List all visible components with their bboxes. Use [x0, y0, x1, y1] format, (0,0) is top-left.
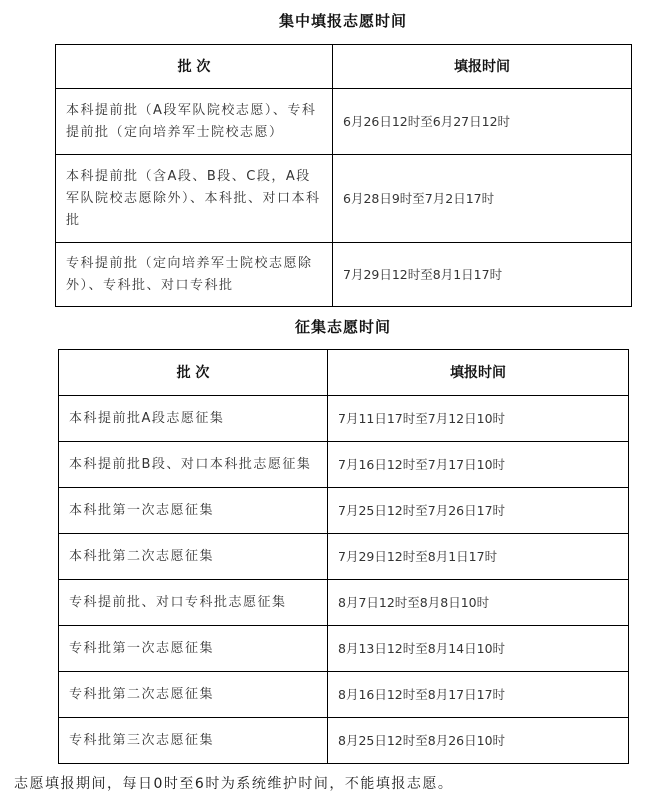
- table-row: [56, 243, 632, 307]
- batch-cell: 专科提前批、对口专科批志愿征集: [59, 580, 328, 626]
- supplementary-section-title: 征集志愿时间: [294, 318, 391, 336]
- time-cell: 8月7日12时至8月8日10时: [328, 580, 629, 626]
- batch-cell: 专科提前批（定向培养军士院校志愿除外）、专科批、对口专科批: [56, 243, 333, 307]
- table-row: [59, 580, 629, 626]
- table-header-row: [56, 45, 632, 89]
- batch-cell: 本科提前批（含A段、B段、C段，A段军队院校志愿除外）、本科批、对口本科批: [56, 155, 333, 243]
- table-row: [59, 396, 629, 442]
- batch-cell: 本科提前批A段志愿征集: [59, 396, 328, 442]
- batch-cell: 本科批第一次志愿征集: [59, 488, 328, 534]
- table-row: [59, 626, 629, 672]
- batch-cell: 专科批第一次志愿征集: [59, 626, 328, 672]
- time-cell: 6月26日12时至6月27日12时: [333, 89, 632, 155]
- header-time: 填报时间: [333, 45, 632, 89]
- centralized-schedule-table: [55, 44, 632, 307]
- time-cell: 7月29日12时至8月1日17时: [333, 243, 632, 307]
- time-cell: 6月28日9时至7月2日17时: [333, 155, 632, 243]
- header-batch: 批 次: [56, 45, 333, 89]
- table-row: [59, 442, 629, 488]
- batch-cell: 本科提前批（A段军队院校志愿）、专科提前批（定向培养军士院校志愿）: [56, 89, 333, 155]
- time-cell: 7月16日12时至7月17日10时: [328, 442, 629, 488]
- batch-cell: 专科批第二次志愿征集: [59, 672, 328, 718]
- time-cell: 7月29日12时至8月1日17时: [328, 534, 629, 580]
- table-row: [56, 155, 632, 243]
- batch-cell: 专科批第三次志愿征集: [59, 718, 328, 764]
- time-cell: 7月25日12时至7月26日17时: [328, 488, 629, 534]
- batch-cell: 本科提前批B段、对口本科批志愿征集: [59, 442, 328, 488]
- supplementary-schedule-table: [58, 349, 629, 764]
- table-row: [59, 672, 629, 718]
- time-cell: 8月25日12时至8月26日10时: [328, 718, 629, 764]
- time-cell: 7月11日17时至7月12日10时: [328, 396, 629, 442]
- time-cell: 8月13日12时至8月14日10时: [328, 626, 629, 672]
- time-cell: 8月16日12时至8月17日17时: [328, 672, 629, 718]
- header-time: 填报时间: [328, 350, 629, 396]
- table-header-row: [59, 350, 629, 396]
- maintenance-footnote: 志愿填报期间，每日0时至6时为系统维护时间，不能填报志愿。: [14, 776, 454, 792]
- table-row: [59, 534, 629, 580]
- table-row: [59, 718, 629, 764]
- batch-cell: 本科批第二次志愿征集: [59, 534, 328, 580]
- header-batch: 批 次: [59, 350, 328, 396]
- table-row: [56, 89, 632, 155]
- centralized-section-title: 集中填报志愿时间: [278, 12, 407, 30]
- table-row: [59, 488, 629, 534]
